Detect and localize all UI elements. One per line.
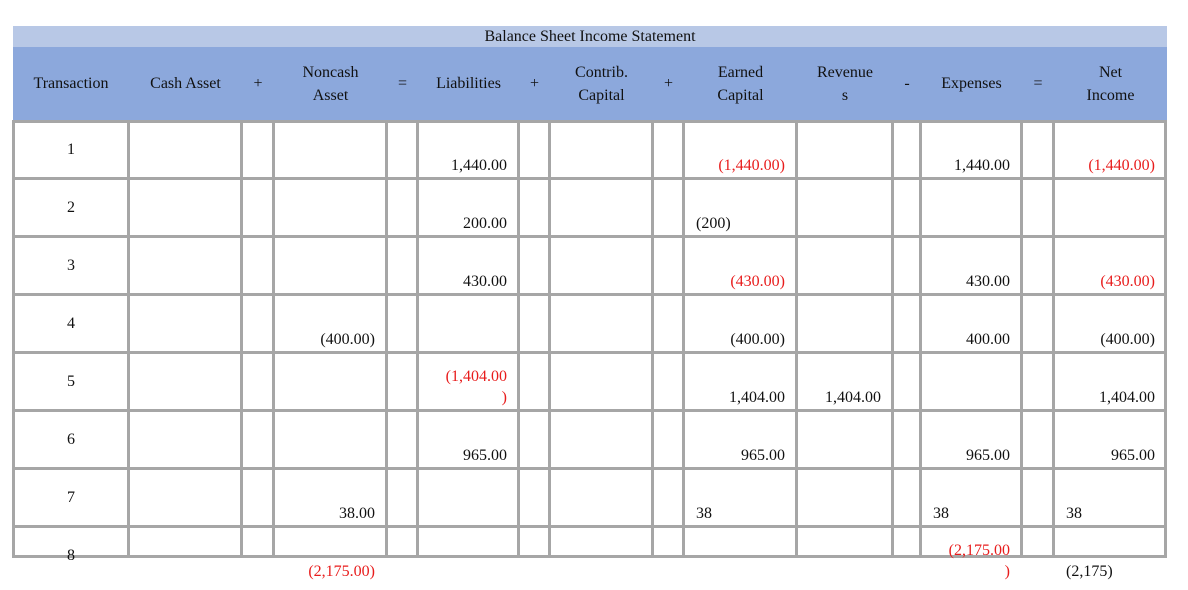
cell-liabilities: 1,440.00	[451, 157, 507, 174]
header-label-op4: +	[663, 75, 674, 92]
cell-expenses	[921, 540, 1010, 582]
transaction-number: 4	[67, 315, 75, 332]
cell-noncash: (2,175.00)	[308, 563, 375, 580]
header-contrib	[550, 47, 653, 120]
header-earned	[684, 47, 797, 120]
cell-expenses: 38	[933, 505, 949, 522]
cell-earned: (200)	[696, 215, 731, 232]
header-label-op3: +	[529, 75, 540, 92]
cell-value-wrap: )	[501, 389, 507, 406]
header-op2	[387, 47, 418, 120]
table-row	[13, 236, 1167, 294]
cell-net_income: (1,440.00)	[1088, 157, 1155, 174]
cell-earned: 965.00	[741, 447, 785, 464]
header-noncash	[274, 47, 387, 120]
table-row	[13, 526, 1167, 584]
cell-value: (1,404.00	[445, 368, 507, 385]
table-row	[13, 294, 1167, 352]
transaction-number: 7	[67, 489, 75, 506]
cell-noncash: (400.00)	[320, 331, 375, 348]
cell-liabilities	[418, 366, 507, 408]
table-body	[13, 120, 1167, 580]
cell-earned: 1,404.00	[729, 389, 785, 406]
transaction-number: 8	[67, 547, 75, 564]
header-op1	[242, 47, 274, 120]
cell-value: (2,175.00	[948, 542, 1010, 559]
header-row	[13, 47, 1167, 120]
cell-revenues: 1,404.00	[825, 389, 881, 406]
header-op5	[893, 47, 921, 120]
cell-earned: (430.00)	[730, 273, 785, 290]
header-net_income	[1054, 47, 1167, 120]
header-label-transaction: Transaction	[33, 75, 109, 92]
cell-liabilities: 200.00	[463, 215, 507, 232]
cell-value-wrap: )	[1004, 563, 1010, 580]
cell-expenses: 965.00	[966, 447, 1010, 464]
header-label-cash: Cash Asset	[150, 75, 221, 92]
header-label-expenses: Expenses	[941, 75, 1002, 92]
cell-net_income: 1,404.00	[1099, 389, 1155, 406]
cell-net_income: (2,175)	[1066, 563, 1113, 580]
table-row	[13, 468, 1167, 526]
cell-expenses: 1,440.00	[954, 157, 1010, 174]
cell-noncash: 38.00	[339, 505, 375, 522]
header-label-op5: -	[904, 75, 910, 92]
cell-earned: 38	[696, 505, 712, 522]
cell-earned: (1,440.00)	[718, 157, 785, 174]
transaction-number: 3	[67, 257, 75, 274]
header-revenues	[797, 47, 893, 120]
cell-earned: (400.00)	[730, 331, 785, 348]
cell-liabilities: 430.00	[463, 273, 507, 290]
header-label-op2: =	[397, 75, 408, 92]
cell-liabilities: 965.00	[463, 447, 507, 464]
header-transaction	[13, 47, 129, 120]
cell-net_income: 38	[1066, 505, 1082, 522]
transaction-number: 1	[67, 141, 75, 158]
balance-sheet-table	[13, 26, 1167, 580]
table-row	[13, 120, 1167, 178]
cell-expenses: 400.00	[966, 331, 1010, 348]
header-label-net_income: Net Income	[1086, 63, 1135, 104]
cell-net_income: (400.00)	[1100, 331, 1155, 348]
header-cash	[129, 47, 242, 120]
table-row	[13, 178, 1167, 236]
table-title: Balance Sheet Income Statement	[13, 26, 1167, 47]
header-op3	[519, 47, 550, 120]
header-label-liabilities: Liabilities	[436, 75, 501, 92]
header-label-earned: Earned Capital	[717, 63, 764, 104]
table-row	[13, 352, 1167, 410]
header-op4	[653, 47, 684, 120]
header-label-contrib: Contrib. Capital	[575, 63, 628, 104]
transaction-number: 6	[67, 431, 75, 448]
header-label-op1: +	[253, 75, 263, 92]
header-label-noncash: Noncash Asset	[302, 63, 359, 104]
cell-net_income: (430.00)	[1100, 273, 1155, 290]
header-expenses	[921, 47, 1022, 120]
header-op6	[1022, 47, 1054, 120]
header-label-op6: =	[1033, 75, 1043, 92]
transaction-number: 2	[67, 199, 75, 216]
table-row	[13, 410, 1167, 468]
header-liabilities	[418, 47, 519, 120]
header-label-revenues: Revenue s	[817, 63, 873, 104]
cell-net_income: 965.00	[1111, 447, 1155, 464]
transaction-number: 5	[67, 373, 75, 390]
cell-expenses: 430.00	[966, 273, 1010, 290]
